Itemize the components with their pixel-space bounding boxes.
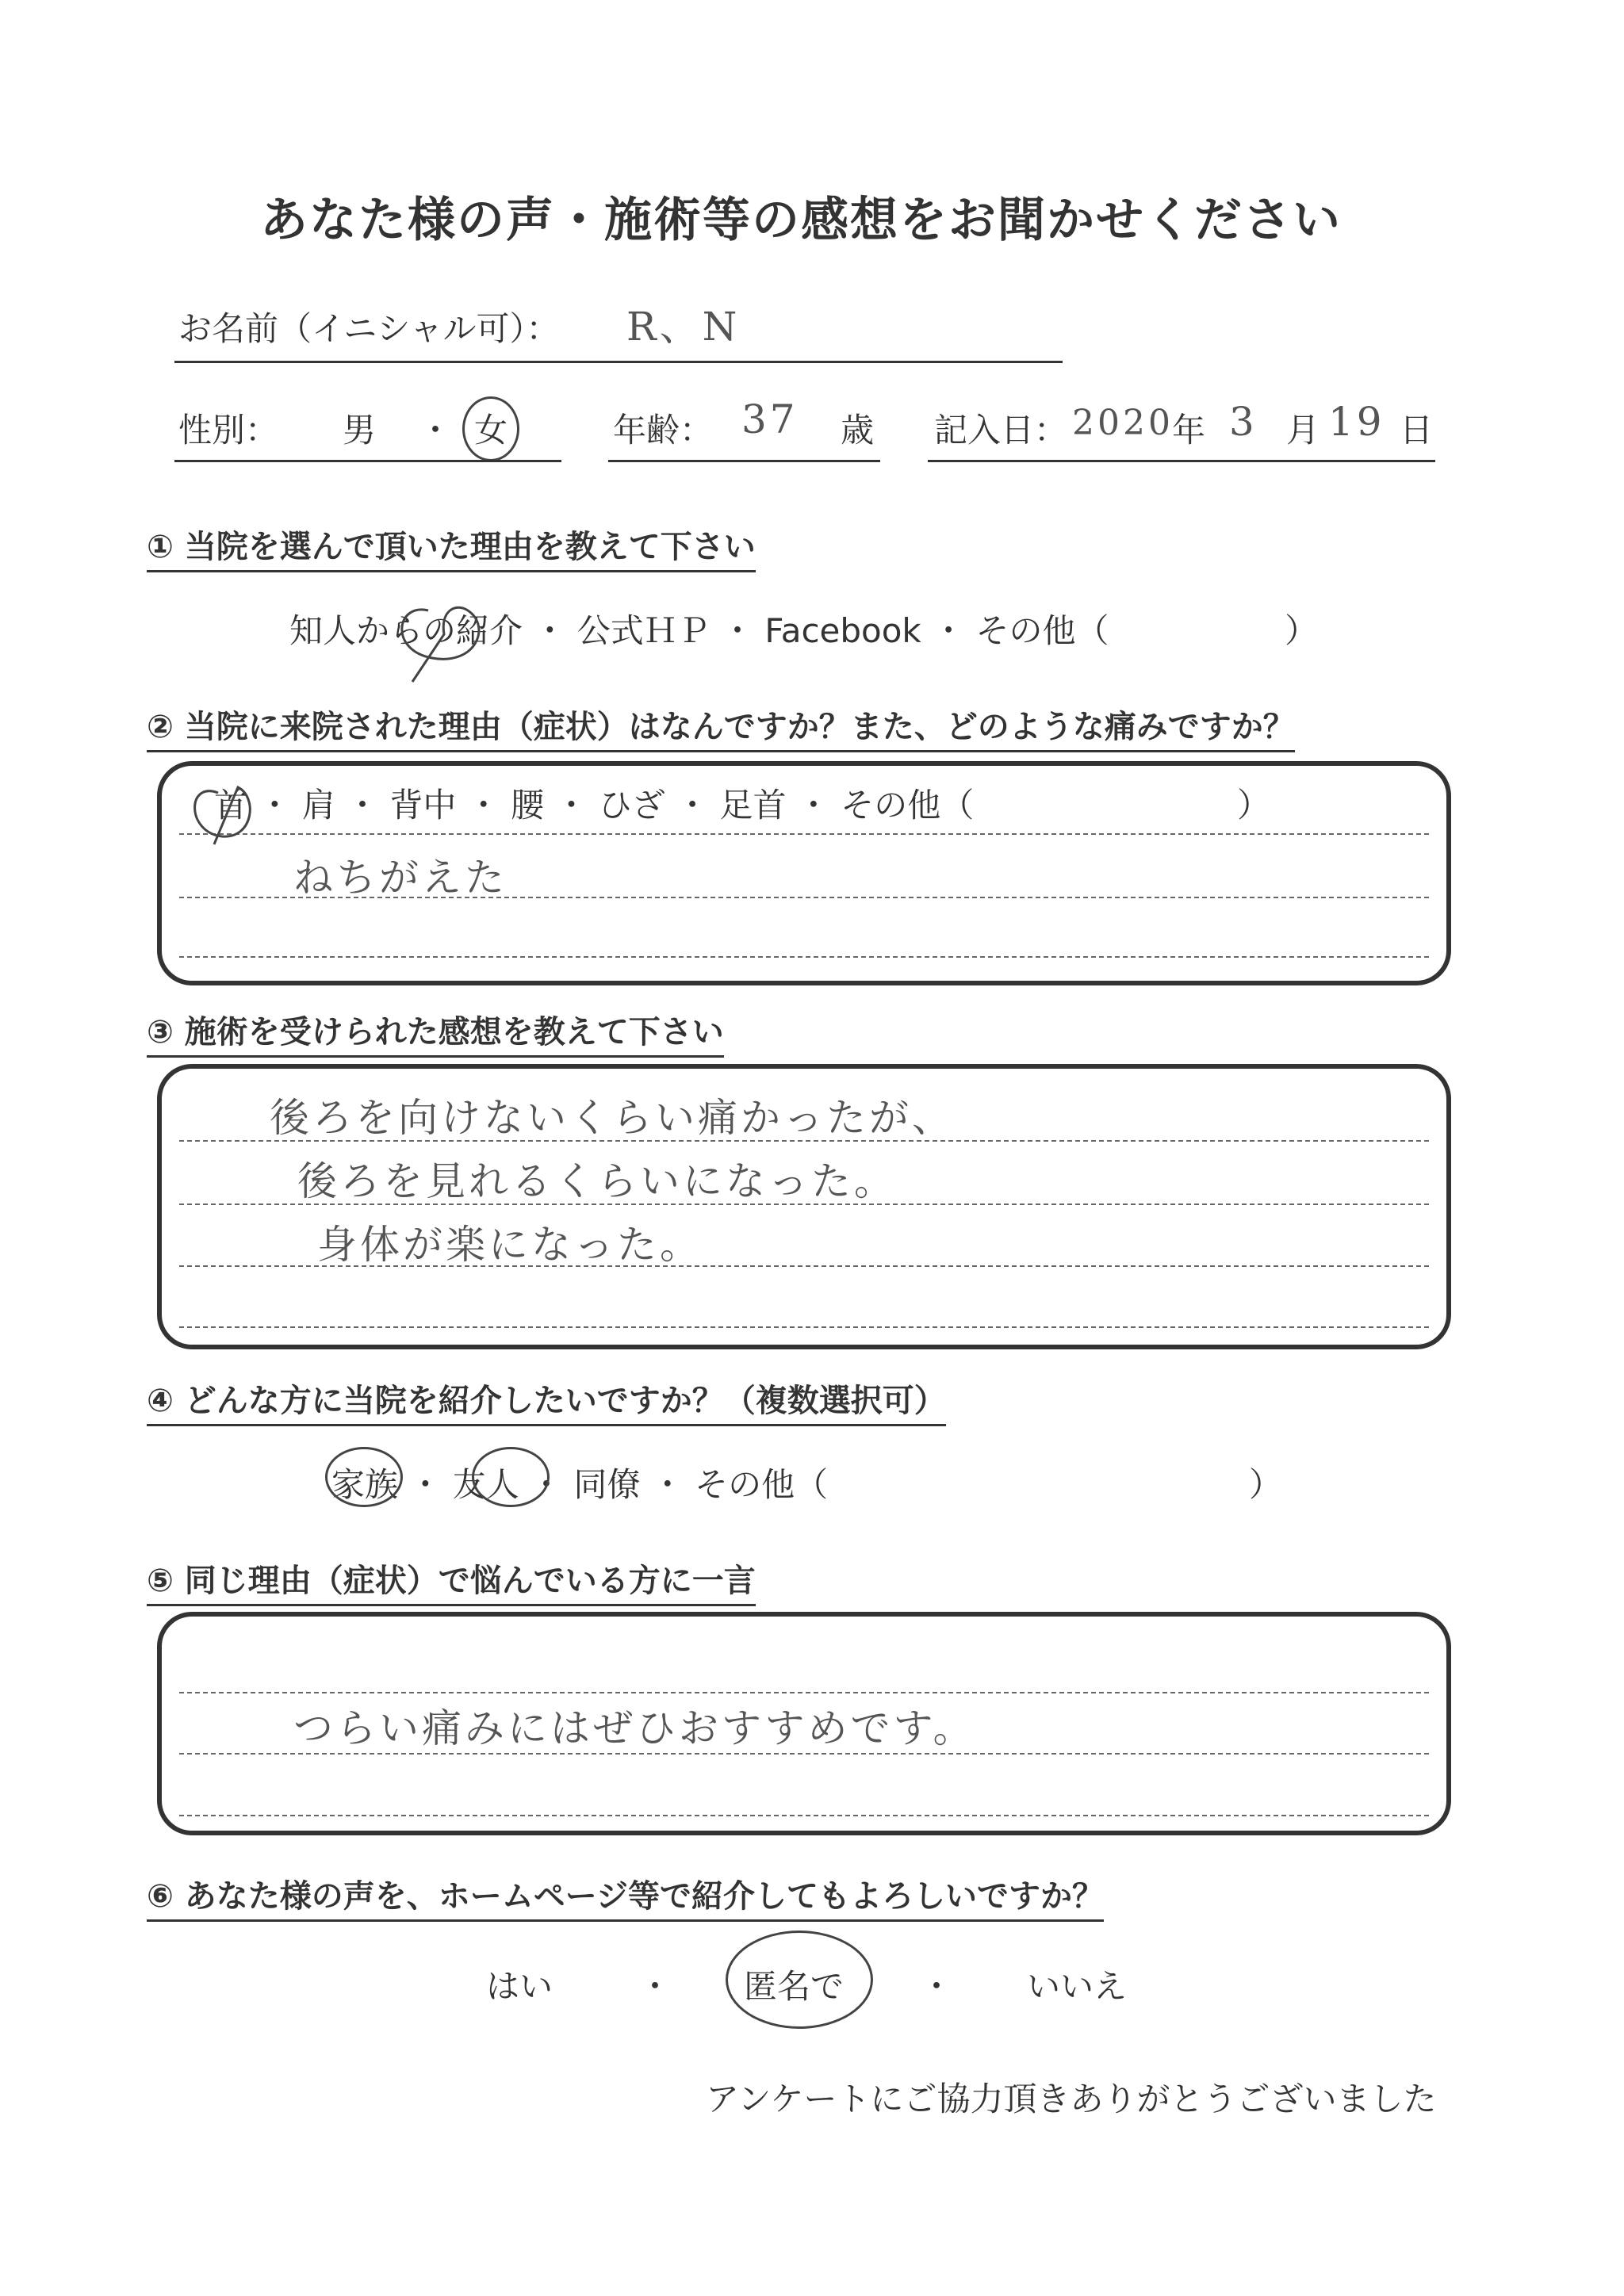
q3-answer-line: 後ろを見れるくらいになった。 <box>297 1158 897 1204</box>
form-title: あなた様の声・施術等の感想をお聞かせください <box>260 193 1342 248</box>
q1-options: 知人からの紹介 ・ 公式ＨＰ ・ Facebook ・ その他（ <box>289 611 1109 650</box>
name-value: R、N <box>626 304 741 350</box>
q5-answer: つらい痛みにはぜひおすすめです。 <box>293 1705 976 1751</box>
q6-separator: ・ <box>638 1967 672 2006</box>
q6-option-yes: はい <box>486 1967 553 2006</box>
q3-answer-line: 後ろを向けないくらい痛かったが、 <box>270 1095 955 1141</box>
q6-option-anonymous: 匿名で <box>744 1967 845 2006</box>
q3-heading: ③ 施術を受けられた感想を教えて下さい <box>147 1007 724 1058</box>
q1-heading: ① 当院を選んで頂いた理由を教えて下さい <box>147 522 756 572</box>
q4-heading: ④ どんな方に当院を紹介したいですか？（複数選択可） <box>147 1376 946 1426</box>
date-label: 記入日： <box>934 411 1068 450</box>
date-year-unit: 年 <box>1172 411 1206 450</box>
date-month-unit: 月 <box>1286 411 1320 450</box>
q6-heading: ⑥ あなた様の声を、ホームページ等で紹介してもよろしいですか？ <box>147 1871 1104 1922</box>
selection-circle-icon <box>402 607 479 682</box>
q2-close-paren: ） <box>1237 786 1271 825</box>
gender-option-female: 女 <box>474 411 508 450</box>
gender-option-male: 男 <box>343 411 377 450</box>
q3-answer-line: 身体が楽になった。 <box>317 1222 703 1268</box>
q5-heading: ⑤ 同じ理由（症状）で悩んでいる方に一言 <box>147 1556 756 1606</box>
date-day-unit: 日 <box>1400 411 1434 450</box>
q1-close-paren: ） <box>1285 611 1319 650</box>
q2-heading: ② 当院に来院された理由（症状）はなんですか？また、どのような痛みですか？ <box>147 702 1295 752</box>
q4-options: 家族 ・ 友人 ・ 同僚 ・ その他（ <box>331 1465 829 1504</box>
q4-close-paren: ） <box>1249 1465 1283 1504</box>
gender-separator: ・ <box>419 411 453 450</box>
date-year: 2020 <box>1072 403 1174 443</box>
q2-answer: ねちがえた <box>293 855 508 901</box>
selection-circle-icon <box>195 787 251 844</box>
q6-separator: ・ <box>920 1967 954 2006</box>
q6-option-no: いいえ <box>1027 1967 1128 2006</box>
gender-label: 性別： <box>178 411 279 450</box>
q2-options: 首 ・ 肩 ・ 背中 ・ 腰 ・ ひざ ・ 足首 ・ その他（ <box>214 786 975 825</box>
age-value: 37 <box>741 396 799 442</box>
date-day: 19 <box>1328 399 1385 445</box>
age-label: 年齢： <box>613 411 714 450</box>
age-unit: 歳 <box>841 411 875 450</box>
footer-thanks: アンケートにご協力頂きありがとうございました <box>706 2080 1437 2118</box>
name-label: お名前（イニシャル可）： <box>178 309 560 348</box>
date-month: 3 <box>1229 399 1258 445</box>
